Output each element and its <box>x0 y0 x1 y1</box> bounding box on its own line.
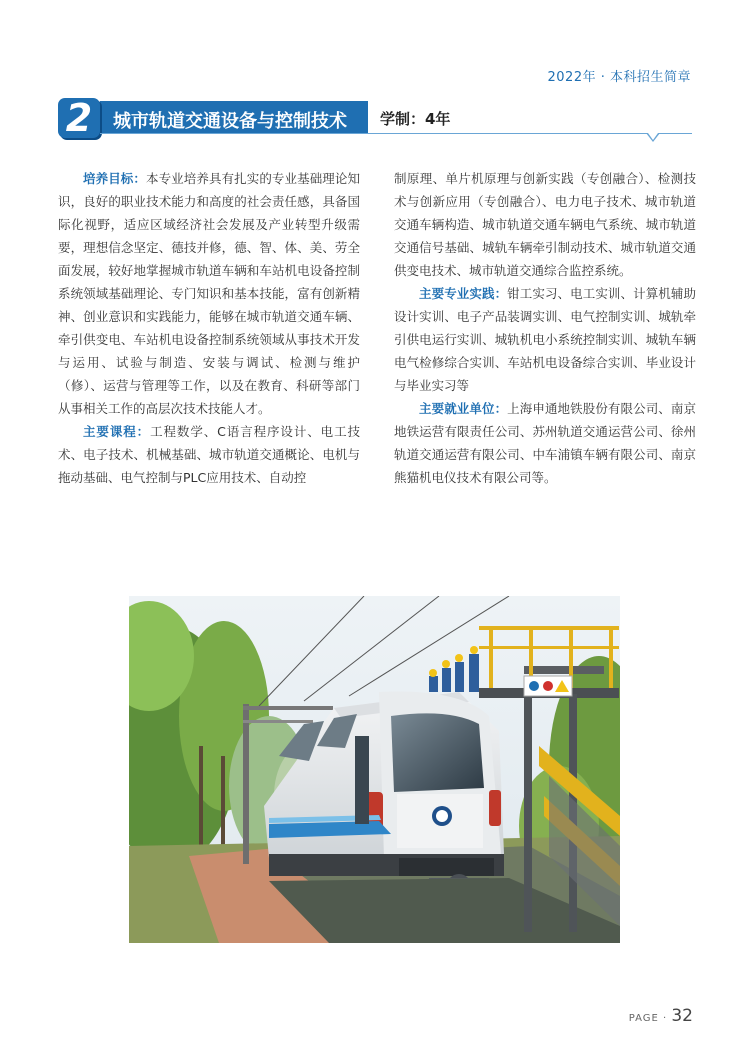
metro-train-illustration <box>129 596 620 943</box>
section-duration: 学制：4年 <box>380 110 451 128</box>
goal-paragraph <box>58 167 360 420</box>
courses-text-continued: 制原理、单片机原理与创新实践（专创融合）、检测技术与创新应用（专创融合）、电力电子技术、城市轨道交通车辆构造、城市轨道交通车辆电气系统、城市轨道交通信号基础、城轨车辆牵引制动技术、城市轨道交通供变电技术、城市轨道交通综合监控系统。 <box>394 171 696 278</box>
goal-text: 本专业培养具有扎实的专业基础理论知识，良好的职业技术能力和高度的社会责任感，具备国际化视野，适应区域经济社会发展及产业转型升级需要，理想信念坚定、德技并修，德、智、体、美、劳全面发展，较好地掌握城市轨道车辆和车站机电设备控制系统领域基础理论、专门知识和基本技能，富有创新精神、创业意识和实践能力，能够在城市轨道交通车辆、牵引供变电、车站机电设备控制系统领域从事技术开发与运用、试验与制造、安装与调试、检测与维护（修）、运营与管理等工作，以及在教育、科研等部门从事相关工作的高层次技术技能人才。 <box>58 171 360 416</box>
text-column-left <box>58 167 360 489</box>
page-label: PAGE · <box>628 1013 672 1024</box>
brochure-header-title: 2022年 · 本科招生简章 <box>547 70 691 85</box>
employers-label: 主要就业单位： <box>419 401 508 416</box>
courses-label: 主要课程： <box>83 424 151 439</box>
metro-train-photo <box>129 596 620 943</box>
courses-continued-paragraph <box>394 167 696 282</box>
courses-text: 工程数学、C语言程序设计、电工技术、电子技术、机械基础、城市轨道交通概论、电机与拖动基础、电气控制与PLC应用技术、自动控 <box>58 424 360 485</box>
text-column-right <box>394 167 696 489</box>
section-title: 城市轨道交通设备与控制技术 <box>113 111 347 132</box>
section-divider <box>100 133 692 134</box>
section-number-badge: 2 <box>58 98 100 138</box>
employers-paragraph <box>394 397 696 489</box>
employers-text: 上海申通地铁股份有限公司、南京地铁运营有限责任公司、苏州轨道交通运营公司、徐州轨道交通运营有限公司、中车浦镇车辆有限公司、南京熊猫机电仪技术有限公司等。 <box>394 401 696 485</box>
page-number-value: 32 <box>671 1006 693 1026</box>
courses-paragraph <box>58 420 360 489</box>
goal-label: 培养目标： <box>83 171 146 186</box>
practice-paragraph <box>394 282 696 397</box>
practice-text: 钳工实习、电工实训、计算机辅助设计实训、电子产品装调实训、电气控制实训、城轨牵引供电运行实训、城轨机电小系统控制实训、城轨车辆电气检修综合实训、车站机电设备综合实训、毕业设计与毕业实习等 <box>394 286 696 393</box>
page-number <box>629 1006 693 1026</box>
practice-label: 主要专业实践： <box>419 286 508 301</box>
